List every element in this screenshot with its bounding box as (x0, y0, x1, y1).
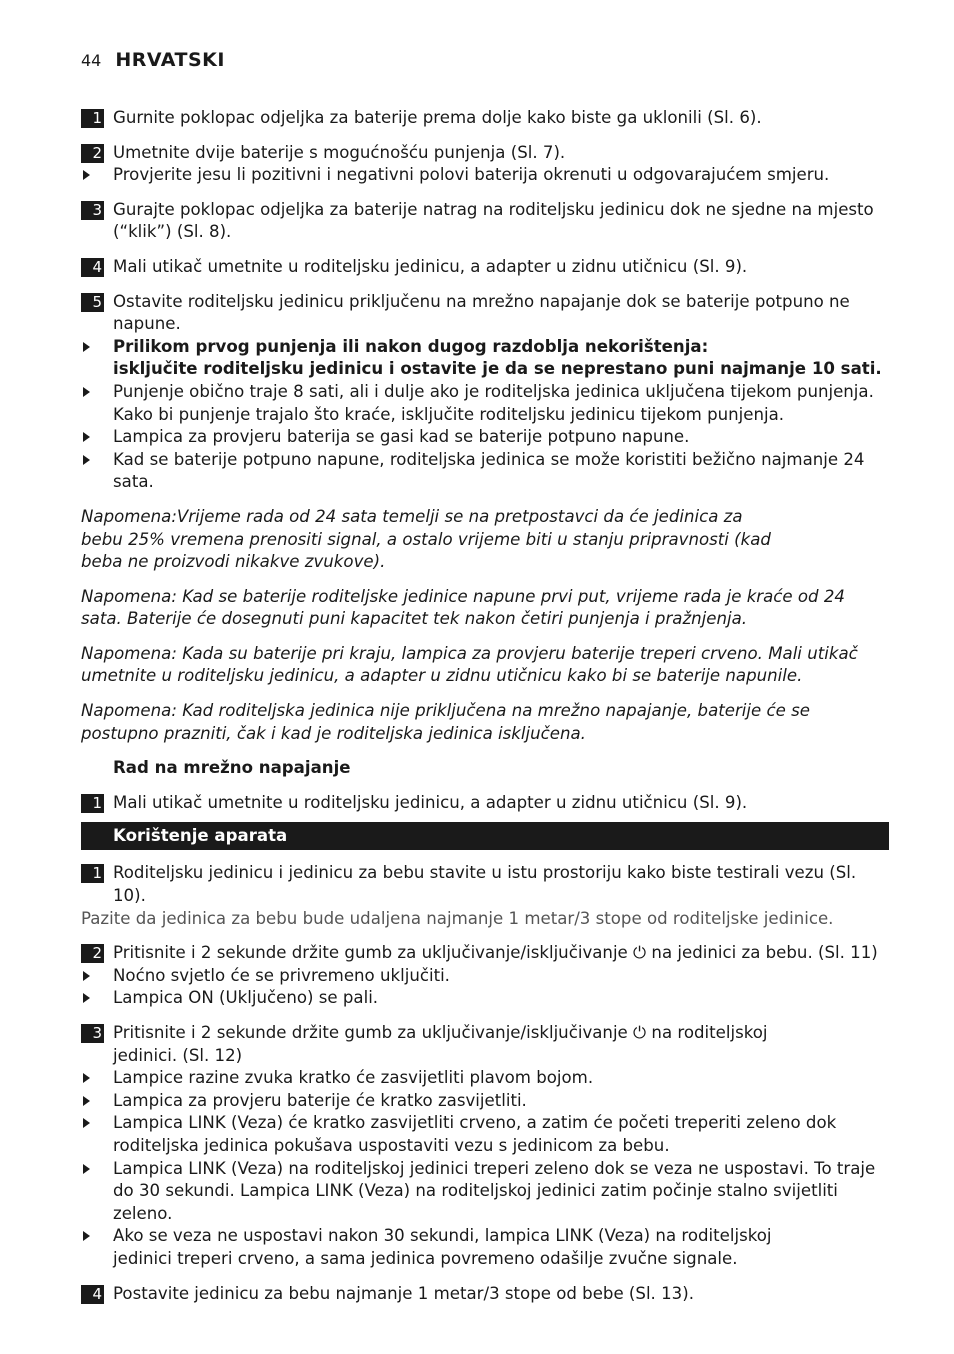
step-1 (81, 107, 889, 130)
bullet-text: Punjenje obično traje 8 sati, ali i dulje ako je roditeljska jedinica uključena tijekom punjenja. Kako bi punjenje trajalo što kraće, isključite roditeljsku jedinicu tijekom punjenja. (113, 381, 874, 424)
bullet-text: Lampica ON (Uključeno) se pali. (113, 988, 379, 1008)
page-header (81, 49, 225, 73)
step-number: 3 (81, 1024, 104, 1043)
bullet-arrow-icon (83, 1118, 90, 1128)
step-4 (81, 256, 889, 279)
note: Napomena:Vrijeme rada od 24 sata temelji se na pretpostavci da će jedinica za bebu 25% vremena prenositi signal, a ostalo vrijeme biti u stanju pripravnosti (kad beba ne proizvodi nikakve zvukove). (81, 506, 771, 572)
step-text: Mali utikač umetnite u roditeljsku jedinicu, a adapter u zidnu utičnicu (Sl. 9). (113, 256, 748, 276)
bullet-arrow-icon (83, 455, 90, 465)
bullet-item (81, 381, 889, 426)
bullet-text: Kad se baterije potpuno napune, roditeljska jedinica se može koristiti bežično najmanje 24 sata. (113, 449, 865, 492)
bullet-text: Lampica za provjeru baterija se gasi kad se baterije potpuno napune. (113, 427, 690, 447)
step-text: Roditeljsku jedinicu i jedinicu za bebu stavite u istu prostoriju kako biste testirali vezu (Sl. 10). (113, 863, 857, 906)
bullet-item (81, 1067, 889, 1090)
step-text: Pritisnite i 2 sekunde držite gumb za uključivanje/isključivanje ⏻ na jedinici za bebu. (Sl. 11) (113, 943, 878, 963)
bullet-arrow-icon (83, 342, 90, 352)
step-text: Postavite jedinicu za bebu najmanje 1 metar/3 stope od bebe (Sl. 13). (113, 1283, 694, 1303)
step-text: Pritisnite i 2 sekunde držite gumb za uključivanje/isključivanje ⏻ na roditeljskoj jedinici. (Sl. 12) (113, 1023, 768, 1065)
use-step-1 (81, 862, 889, 907)
bullet-arrow-icon (83, 971, 90, 981)
bullet-arrow-icon (83, 387, 90, 397)
step-subtext: Pazite da jedinica za bebu bude udaljena najmanje 1 metar/3 stope od roditeljske jedinice. (81, 908, 834, 928)
bullet-text: Lampica LINK (Veza) će kratko zasvijetliti crveno, a zatim će početi treperiti zeleno dok roditeljska jedinica pokušava uspostaviti vezu s jedinicom za bebu. (113, 1113, 837, 1155)
bullet-text: Lampica za provjeru baterije će kratko zasvijetliti. (113, 1090, 527, 1110)
step-3 (81, 199, 889, 244)
section-title-bar (81, 822, 889, 850)
step-number: 1 (81, 109, 104, 128)
bullet-text: Prilikom prvog punjenja ili nakon dugog razdoblja nekorištenja: (113, 336, 709, 356)
step-2 (81, 142, 889, 165)
bullet-text: Lampice razine zvuka kratko će zasvijetliti plavom bojom. (113, 1068, 594, 1088)
page-content (81, 107, 889, 1305)
bullet-item (81, 1158, 889, 1226)
mains-step-1 (81, 792, 889, 815)
bullet-arrow-icon (83, 1164, 90, 1174)
step-text: Gurajte poklopac odjeljka za baterije natrag na roditeljsku jedinicu dok ne sjedne na mjesto (“klik”) (Sl. 8). (113, 199, 874, 242)
section-title: Korištenje aparata (113, 826, 288, 846)
bullet-arrow-icon (83, 170, 90, 180)
step-number: 1 (81, 864, 104, 883)
bullet-arrow-icon (83, 1073, 90, 1083)
bullet-item (81, 1112, 889, 1157)
step-5 (81, 291, 889, 336)
use-step-2 (81, 942, 889, 965)
note: Napomena: Kad se baterije roditeljske jedinice napune prvi put, vrijeme rada je kraće od 24 sata. Baterije će dosegnuti puni kapacitet tek nakon četiri punjenja i pražnjenja. (81, 586, 845, 629)
use-step-4 (81, 1283, 889, 1306)
step-number: 1 (81, 794, 104, 813)
bullet-text: isključite roditeljsku jedinicu i ostavite je da se neprestano puni najmanje 10 sati. (113, 359, 882, 379)
bullet-arrow-icon (83, 432, 90, 442)
bullet-item (81, 965, 889, 988)
language-heading: HRVATSKI (115, 49, 225, 71)
step-number: 5 (81, 293, 104, 312)
bullet-arrow-icon (83, 993, 90, 1003)
bullet-item (81, 426, 889, 449)
bullet-text: Lampica LINK (Veza) na roditeljskoj jedinici treperi zeleno dok se veza ne uspostavi. To traje do 30 sekundi. Lampica LINK (Veza) na roditeljskoj jedinici zatim počinje stalno svijetliti zeleno. (113, 1158, 876, 1223)
bullet-text: Ako se veza ne uspostavi nakon 30 sekundi, lampica LINK (Veza) na roditeljskoj jedinici treperi crveno, a sama jedinica povremeno odašilje zvučne signale. (113, 1226, 772, 1268)
bullet-item (81, 1225, 773, 1270)
bullet-item (81, 1090, 889, 1113)
page-number: 44 (81, 51, 102, 70)
step-text: Ostavite roditeljsku jedinicu priključenu na mrežno napajanje dok se baterije potpuno ne napune. (113, 291, 850, 334)
note: Napomena: Kad roditeljska jedinica nije priključena na mrežno napajanje, baterije će se postupno prazniti, čak i kad je roditeljska jedinica isključena. (81, 701, 810, 743)
step-number: 4 (81, 258, 104, 277)
bullet-text: Provjerite jesu li pozitivni i negativni polovi baterija okrenuti u odgovarajućem smjeru. (113, 165, 830, 185)
step-text: Umetnite dvije baterije s mogućnošću punjenja (Sl. 7). (113, 142, 566, 162)
step-number: 4 (81, 1285, 104, 1304)
step-number: 2 (81, 944, 104, 963)
step-number: 2 (81, 144, 104, 163)
bullet-item (81, 164, 889, 187)
use-step-3 (81, 1022, 773, 1067)
step-number: 3 (81, 201, 104, 220)
bullet-item (81, 987, 889, 1010)
step-text: Mali utikač umetnite u roditeljsku jedinicu, a adapter u zidnu utičnicu (Sl. 9). (113, 792, 748, 812)
note: Napomena: Kada su baterije pri kraju, lampica za provjeru baterije treperi crveno. Mali utikač umetnite u roditeljsku jedinicu, a adapter u zidnu utičnicu kako bi se baterije napunile. (81, 643, 858, 686)
bullet-arrow-icon (83, 1231, 90, 1241)
subsection-heading: Rad na mrežno napajanje (113, 758, 351, 778)
bullet-text: Noćno svjetlo će se privremeno uključiti. (113, 965, 450, 985)
bullet-item-important (81, 336, 889, 381)
bullet-arrow-icon (83, 1096, 90, 1106)
bullet-item (81, 449, 889, 494)
step-text: Gurnite poklopac odjeljka za baterije prema dolje kako biste ga uklonili (Sl. 6). (113, 108, 762, 127)
